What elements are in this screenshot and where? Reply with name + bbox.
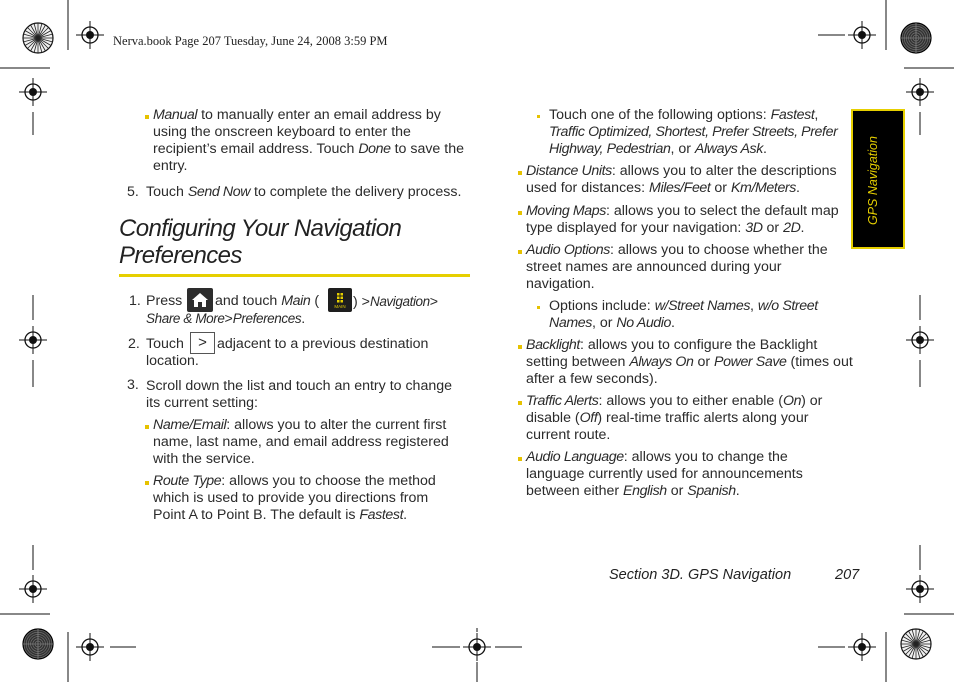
- text: .: [735, 483, 740, 499]
- registration-target-icon: [906, 575, 934, 603]
- text: ) real-time traffic alerts along your: [597, 410, 809, 426]
- text: setting between: [526, 354, 630, 370]
- on-term: On: [782, 393, 802, 409]
- step-2-line-1b: adjacent to a previous destination: [217, 336, 429, 352]
- text: recipient’s email address. Touch: [153, 141, 359, 157]
- fastest-term: Fastest: [770, 107, 815, 123]
- options-line-1: [549, 107, 818, 124]
- step-3-line-1: Scroll down the list and touch an entry to change: [146, 378, 453, 394]
- backlight-line-1: [526, 337, 817, 354]
- page-number: 207: [835, 567, 860, 583]
- sub-bullet-marker: [537, 115, 540, 118]
- text: or: [666, 483, 688, 499]
- distance-units-term: Distance Units: [526, 163, 612, 179]
- step-number: 1.: [129, 293, 141, 309]
- heading-rule: [119, 274, 470, 277]
- heading-line-1: Configuring Your Navigation: [119, 215, 402, 242]
- bullet-marker: [145, 425, 149, 429]
- text: .: [301, 311, 306, 327]
- step-1-line-1b: [215, 293, 319, 310]
- text: or: [762, 220, 784, 236]
- 2d-term: 2D: [783, 220, 801, 236]
- backlight-line-3: after a few seconds).: [526, 371, 658, 387]
- audio-options-line-1: [526, 242, 828, 259]
- text: .: [762, 141, 767, 157]
- preferences-term: Preferences: [232, 311, 302, 326]
- manual-term: Manual: [153, 107, 198, 123]
- english-term: English: [623, 483, 667, 499]
- moving-maps-line-1: [526, 203, 839, 220]
- 3d-term: 3D: [745, 220, 763, 236]
- name-email-line-2: name, last name, and email address registered: [153, 434, 449, 450]
- text: , or: [670, 141, 695, 157]
- color-wheel-icon: [901, 23, 931, 53]
- text: ,: [814, 107, 819, 123]
- step-number: 3.: [127, 377, 139, 393]
- moving-maps-term: Moving Maps: [526, 203, 606, 219]
- text: Press: [146, 293, 183, 309]
- route-type-line-3: [153, 507, 407, 524]
- name-email-line-3: with the service.: [153, 451, 255, 467]
- color-wheel-icon: [901, 629, 931, 659]
- text: Touch: [146, 184, 188, 200]
- step-2-line-2: location.: [146, 353, 199, 369]
- audio-options-line-3: navigation.: [526, 276, 595, 292]
- km-meters-term: Km/Meters: [730, 180, 796, 196]
- no-audio-term: No Audio: [616, 315, 672, 331]
- text: .: [795, 180, 800, 196]
- main-icon-label: MAIN: [334, 304, 346, 309]
- with-street-names-term: w/Street Names: [654, 298, 751, 314]
- color-wheel-icon: [23, 23, 53, 53]
- fastest-term: Fastest: [359, 507, 404, 523]
- bullet-marker: [518, 211, 522, 215]
- bullet-marker: [518, 250, 522, 254]
- text: : allows you to change the: [623, 449, 788, 465]
- manual-bullet-line-2: using the onscreen keyboard to enter the: [153, 124, 411, 140]
- text: Point A to Point B. The default is: [153, 507, 360, 523]
- heading-line-2: Preferences: [119, 242, 242, 269]
- name-email-line-1: [153, 417, 446, 434]
- text: disable (: [526, 410, 580, 426]
- spanish-term: Spanish: [687, 483, 736, 499]
- manual-bullet-line-4: entry.: [153, 158, 188, 174]
- language-line-3: [526, 483, 740, 500]
- footer-section-title: Section 3D. GPS Navigation: [609, 567, 792, 583]
- registration-target-icon: [463, 633, 491, 661]
- text: (times out: [786, 354, 853, 370]
- without-street-term: w/o Street: [757, 298, 818, 314]
- text: and touch: [215, 293, 282, 309]
- text: : allows you to alter the descriptions: [611, 163, 837, 179]
- route-type-line-2: which is used to provide you directions from: [153, 490, 429, 506]
- text: : allows you to select the default map: [605, 203, 839, 219]
- audio-options-term: Audio Options: [526, 242, 610, 258]
- section-heading: [119, 215, 401, 269]
- always-ask-term: Always Ask: [694, 141, 763, 157]
- text: ,: [750, 298, 758, 314]
- main-menu-icon: [328, 288, 352, 312]
- text: Options include:: [549, 298, 655, 314]
- registration-target-icon: [848, 633, 876, 661]
- text: to save the: [390, 141, 464, 157]
- side-tab-label: GPS Navigation: [866, 136, 880, 225]
- text: : allows you to configure the Backlight: [579, 337, 818, 353]
- manual-bullet-line-3: [153, 141, 464, 158]
- registration-target-icon: [19, 575, 47, 603]
- send-now-term: Send Now: [187, 184, 251, 200]
- traffic-line-3: current route.: [526, 427, 611, 443]
- right-arrow-icon: >: [190, 332, 215, 354]
- home-icon: [187, 288, 213, 312]
- distance-line-1: [526, 163, 837, 180]
- registration-target-icon: [76, 633, 104, 661]
- bullet-marker: [518, 345, 522, 349]
- text: Touch one of the following options:: [549, 107, 771, 123]
- route-type-term: Route Type: [153, 473, 222, 489]
- audio-suboptions-line-2: [549, 315, 675, 332]
- text: or: [710, 180, 731, 196]
- options-line-2: Traffic Optimized, Shortest, Prefer Streets, Prefer: [549, 124, 838, 140]
- text: : allows you to either enable (: [598, 393, 783, 409]
- main-term: Main: [281, 293, 311, 309]
- backlight-line-2: [526, 354, 853, 371]
- section-side-tab: [851, 109, 905, 249]
- registration-target-icon: [848, 21, 876, 49]
- power-save-term: Power Save: [714, 354, 787, 370]
- off-term: Off: [579, 410, 598, 426]
- registration-target-icon: [906, 78, 934, 106]
- text: between either: [526, 483, 624, 499]
- separator: >: [224, 311, 233, 327]
- share-more-term: Share & More: [146, 311, 225, 326]
- separator: >: [429, 294, 439, 310]
- navigation-term: Navigation: [369, 294, 430, 309]
- text: .: [800, 220, 805, 236]
- bullet-marker: [145, 115, 149, 119]
- always-on-term: Always On: [629, 354, 694, 370]
- manual-bullet-line-1: [153, 107, 441, 124]
- page-slug: Nerva.book Page 207 Tuesday, June 24, 2008 3:59 PM: [113, 34, 388, 48]
- text: (: [310, 293, 320, 309]
- traffic-alerts-term: Traffic Alerts: [526, 393, 599, 409]
- language-line-1: [526, 449, 788, 466]
- moving-maps-line-2: [526, 220, 804, 237]
- registration-target-icon: [19, 326, 47, 354]
- registration-target-icon: [906, 326, 934, 354]
- route-type-line-1: [153, 473, 436, 490]
- step-1-line-1: [146, 293, 182, 310]
- step-number: 5.: [127, 184, 139, 200]
- step-1-line-1c: [353, 293, 438, 311]
- text: type displayed for your navigation:: [526, 220, 746, 236]
- audio-suboptions-line-1: [549, 298, 818, 315]
- name-email-term: Name/Email: [153, 417, 227, 433]
- audio-language-term: Audio Language: [526, 449, 624, 465]
- traffic-line-1: [526, 393, 822, 410]
- separator: >: [361, 294, 370, 310]
- step-2-line-1a: Touch: [146, 336, 184, 352]
- bullet-marker: [518, 401, 522, 405]
- registration-target-icon: [19, 78, 47, 106]
- color-wheel-icon: [23, 629, 53, 659]
- text: .: [671, 315, 675, 331]
- text: : allows you to choose whether the: [609, 242, 828, 258]
- registration-target-icon: [76, 21, 104, 49]
- text: : allows you to choose the method: [221, 473, 436, 489]
- miles-feet-term: Miles/Feet: [649, 180, 711, 196]
- text: used for distances:: [526, 180, 650, 196]
- sub-bullet-marker: [537, 306, 540, 309]
- text: to complete the delivery process.: [250, 184, 462, 200]
- names-term: Names: [549, 315, 592, 331]
- bullet-marker: [518, 457, 522, 461]
- done-term: Done: [358, 141, 391, 157]
- step-3-line-2: its current setting:: [146, 395, 258, 411]
- text: to manually enter an email address by: [197, 107, 441, 123]
- distance-line-2: [526, 180, 800, 197]
- backlight-term: Backlight: [526, 337, 580, 353]
- text: : allows you to alter the current first: [226, 417, 447, 433]
- audio-options-line-2: street names are announced during your: [526, 259, 782, 275]
- text: ): [353, 294, 362, 310]
- bullet-marker: [145, 481, 149, 485]
- text: or: [693, 354, 715, 370]
- text: ) or: [801, 393, 823, 409]
- highway-pedestrian-terms: Highway, Pedestrian: [549, 141, 671, 157]
- step-5-text: [146, 184, 461, 201]
- step-number: 2.: [128, 336, 140, 352]
- traffic-line-2: [526, 410, 808, 427]
- bullet-marker: [518, 171, 522, 175]
- text: , or: [591, 315, 617, 331]
- text: .: [403, 507, 408, 523]
- language-line-2: language currently used for announcements: [526, 466, 803, 482]
- step-1-line-2: [146, 310, 305, 328]
- options-line-3: [549, 141, 767, 158]
